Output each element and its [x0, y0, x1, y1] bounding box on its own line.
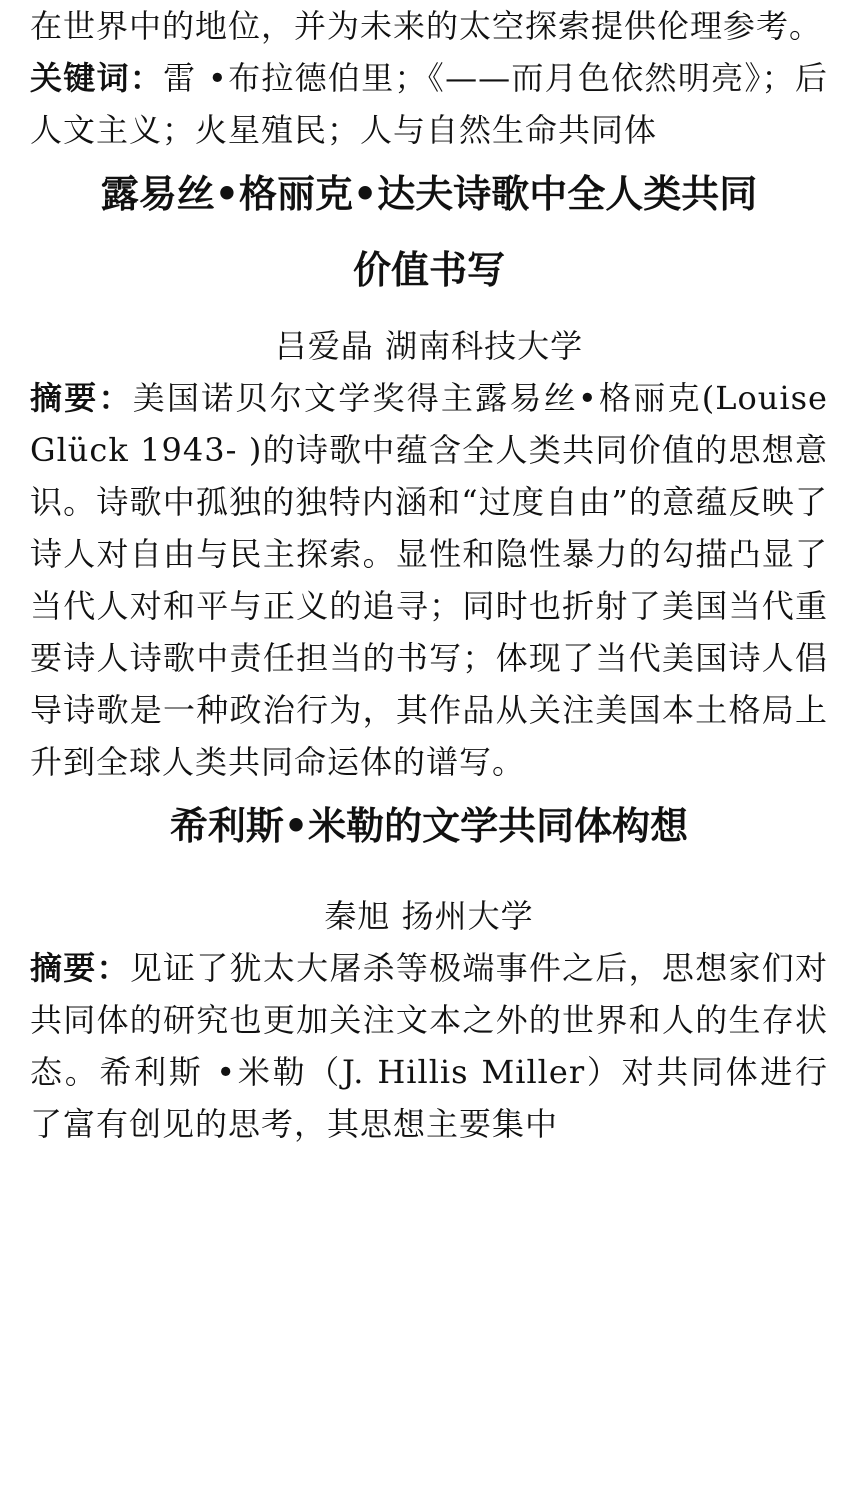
previous-abstract-ending	[30, 0, 828, 52]
article-abstract	[30, 942, 828, 1150]
article-title	[30, 156, 828, 308]
article-author: 秦旭 扬州大学	[324, 897, 534, 935]
abstract-label: 摘要：	[30, 379, 133, 417]
article-author: 吕爱晶 湖南科技大学	[274, 327, 584, 365]
keywords	[30, 52, 828, 156]
previous-abstract-text: 在世界中的地位，并为未来的太空探索提供伦理参考。	[30, 7, 823, 45]
abstract-label: 摘要：	[30, 949, 130, 987]
article-miller	[30, 788, 828, 1150]
abstract-text: 美国诺贝尔文学奖得主露易丝•格丽克(Louise Glück 1943- )的诗歌中蕴含全人类共同价值的思想意识。诗歌中孤独的独特内涵和“过度自由”的意蕴反映了诗人对自由与民主探索。显性和隐性暴力的勾描凸显了当代人对和平与正义的追寻；同时也折射了美国当代重要诗人诗歌中责任担当的书写；体现了当代美国诗人倡导诗歌是一种政治行为，其作品从关注美国本土格局上升到全球人类共同命运体的谱写。	[30, 379, 828, 781]
article-title-line-1: 露易丝•格丽克•达夫诗歌中全人类共同	[100, 172, 758, 216]
keywords-text: 雷 •布拉德伯里；《——而月色依然明亮》；后人文主义；火星殖民；人与自然生命共同体	[30, 59, 828, 149]
article-title	[30, 788, 828, 864]
article-abstract	[30, 372, 828, 788]
keywords-label: 关键词：	[30, 59, 164, 97]
article-title-line-1: 希利斯•米勒的文学共同体构想	[169, 804, 689, 848]
abstract-text: 见证了犹太大屠杀等极端事件之后，思想家们对共同体的研究也更加关注文本之外的世界和人的生存状态。希利斯 •米勒（J. Hillis Miller）对共同体进行了富有创见的思考，其思想主要集中	[30, 949, 828, 1143]
article-gluck	[30, 156, 828, 788]
document-page	[30, 0, 828, 1150]
article-title-line-2: 价值书写	[352, 248, 505, 292]
